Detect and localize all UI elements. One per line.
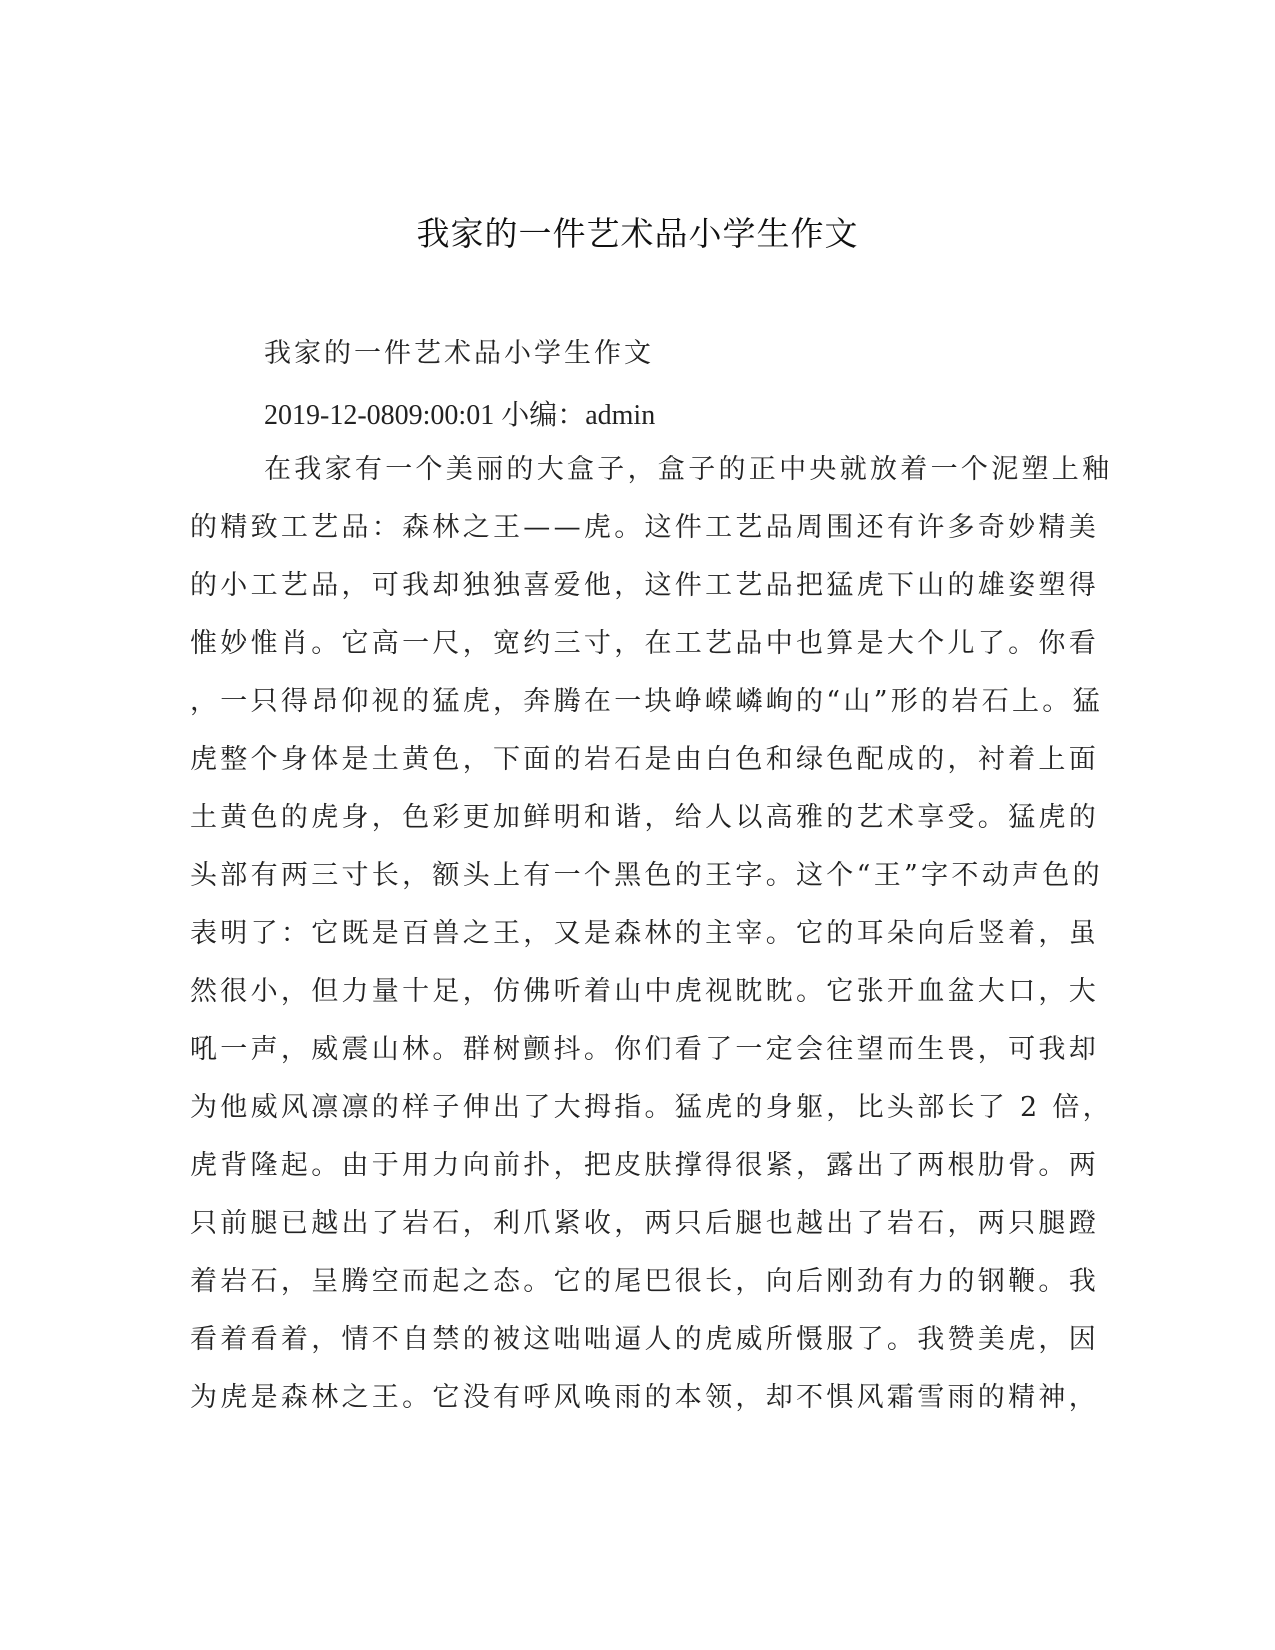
document-title: 我家的一件艺术品小学生作文 [416,214,859,253]
body-line: 吼一声，威震山林。群树颤抖。你们看了一定会往望而生畏，可我却 [190,1034,1099,1065]
body-line: 为虎是森林之王。它没有呼风唤雨的本领，却不惧风霜雪雨的精神， [190,1382,1099,1413]
article-heading: 我家的一件艺术品小学生作文 [264,338,654,369]
body-line: 的精致工艺品：森林之王——虎。这件工艺品周围还有许多奇妙精美 [190,512,1099,543]
body-line: 只前腿已越出了岩石，利爪紧收，两只后腿也越出了岩石，两只腿蹬 [190,1208,1099,1239]
body-line: 看着看着，情不自禁的被这咄咄逼人的虎威所慑服了。我赞美虎，因 [190,1324,1099,1355]
body-line: 在我家有一个美丽的大盒子，盒子的正中央就放着一个泥塑上釉 [264,454,1113,485]
body-line: 表明了：它既是百兽之王，又是森林的主宰。它的耳朵向后竖着，虽 [190,918,1099,949]
body-line: 虎背隆起。由于用力向前扑，把皮肤撑得很紧，露出了两根肋骨。两 [190,1150,1099,1181]
body-line: 土黄色的虎身，色彩更加鲜明和谐，给人以高雅的艺术享受。猛虎的 [190,802,1099,833]
article-meta: 2019-12-0809:00:01 小编：admin [264,400,656,431]
body-line: 为他威风凛凛的样子伸出了大拇指。猛虎的身躯，比头部长了 2 倍， [190,1092,1113,1123]
body-line: 惟妙惟肖。它高一尺，宽约三寸，在工艺品中也算是大个儿了。你看 [190,628,1099,659]
body-line: 头部有两三寸长，额头上有一个黑色的王字。这个“王”字不动声色的 [190,860,1103,891]
body-line: 的小工艺品，可我却独独喜爱他，这件工艺品把猛虎下山的雄姿塑得 [190,570,1099,601]
body-line: ，一只得昂仰视的猛虎，奔腾在一块峥嵘嶙峋的“山”形的岩石上。猛 [190,686,1103,717]
body-line: 着岩石，呈腾空而起之态。它的尾巴很长，向后刚劲有力的钢鞭。我 [190,1266,1099,1297]
body-line: 然很小，但力量十足，仿佛听着山中虎视眈眈。它张开血盆大口，大 [190,976,1099,1007]
body-line: 虎整个身体是土黄色，下面的岩石是由白色和绿色配成的，衬着上面 [190,744,1099,775]
